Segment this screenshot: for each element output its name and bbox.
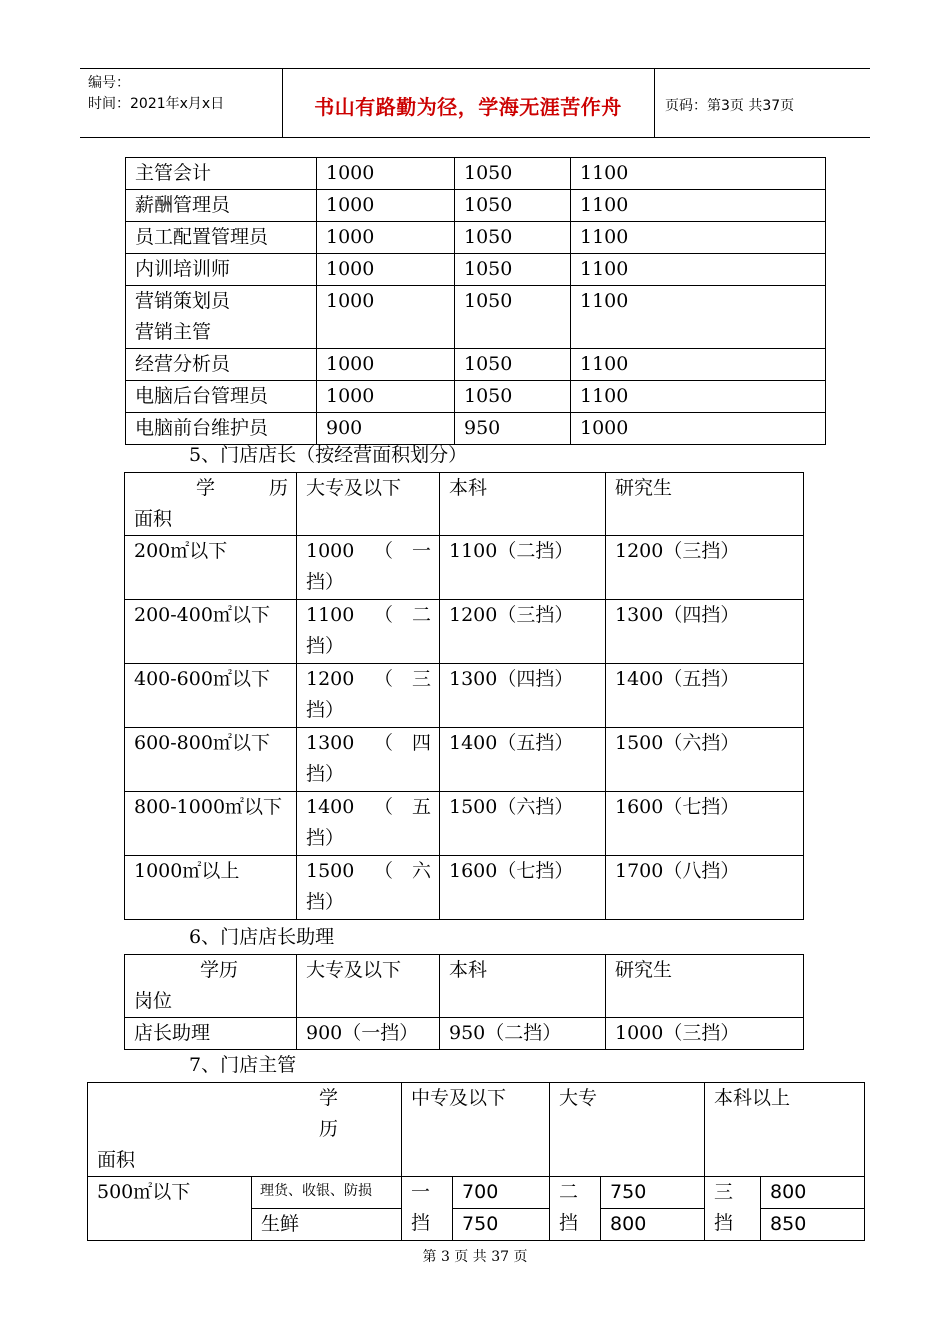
table-row: 电脑前台维护员 900 950 1000 — [126, 413, 826, 445]
section7-title: 7、门店主管 — [189, 1054, 297, 1076]
table-row: 200-400㎡以下 1100 （ 二 挡） 1200（三挡） 1300（四挡） — [125, 600, 804, 664]
table-row: 内训培训师 1000 1050 1100 — [126, 254, 826, 286]
table-row: 500㎡以下 理货、收银、防损 一 挡 700 二 挡 750 三 挡 800 — [88, 1177, 865, 1209]
store-supervisor-table — [87, 1082, 865, 1241]
motto: 书山有路勤为径，学海无涯苦作舟 — [314, 95, 622, 119]
table-row: 营销策划员 营销主管 1000 1050 1100 — [126, 286, 826, 349]
table-row: 经营分析员 1000 1050 1100 — [126, 349, 826, 381]
header-right-cell — [655, 69, 870, 137]
table-row: 生鲜 750 800 850 — [88, 1209, 865, 1241]
page-header — [80, 68, 870, 138]
page-footer: 第 3 页 共 37 页 — [422, 1249, 528, 1265]
header-row: 学 历 面积 大专及以下 本科 研究生 — [125, 473, 804, 536]
section6-title: 6、门店店长助理 — [189, 926, 335, 948]
table-row: 200㎡以下 1000 （ 一 挡） 1100（二挡） 1200（三挡） — [125, 536, 804, 600]
corner-cell: 学 历 面积 — [125, 473, 297, 536]
page-label: 页码：第3页 共37页 — [665, 98, 795, 114]
store-assistant-table — [124, 954, 804, 1050]
table-row: 薪酬管理员 1000 1050 1100 — [126, 190, 826, 222]
time-label: 时间：2021年x月x日 — [88, 96, 225, 112]
header-middle-cell — [282, 69, 655, 137]
header-row: 学 历 面积 中专及以下 大专 本科以上 — [88, 1083, 865, 1177]
table-row: 店长助理 900（一挡） 950（二挡） 1000（三挡） — [125, 1018, 804, 1050]
table-row: 员工配置管理员 1000 1050 1100 — [126, 222, 826, 254]
store-manager-table — [124, 472, 804, 920]
table-row: 800-1000㎡以下 1400 （ 五 挡） 1500（六挡） 1600（七挡） — [125, 792, 804, 856]
table-row: 400-600㎡以下 1200 （ 三 挡） 1300（四挡） 1400（五挡） — [125, 664, 804, 728]
table-row: 主管会计 1000 1050 1100 — [126, 158, 826, 190]
table-row: 1000㎡以上 1500 （ 六 挡） 1600（七挡） 1700（八挡） — [125, 856, 804, 920]
number-label: 编号： — [88, 75, 130, 91]
header-row: 学历 岗位 大专及以下 本科 研究生 — [125, 955, 804, 1018]
position-salary-table — [125, 157, 826, 445]
table-row: 电脑后台管理员 1000 1050 1100 — [126, 381, 826, 413]
corner-cell: 学 历 面积 — [88, 1083, 402, 1177]
section5-title: 5、门店店长（按经营面积划分） — [189, 444, 468, 466]
header-left-cell — [80, 69, 283, 137]
corner-cell: 学历 岗位 — [125, 955, 297, 1018]
table-row: 600-800㎡以下 1300 （ 四 挡） 1400（五挡） 1500（六挡） — [125, 728, 804, 792]
